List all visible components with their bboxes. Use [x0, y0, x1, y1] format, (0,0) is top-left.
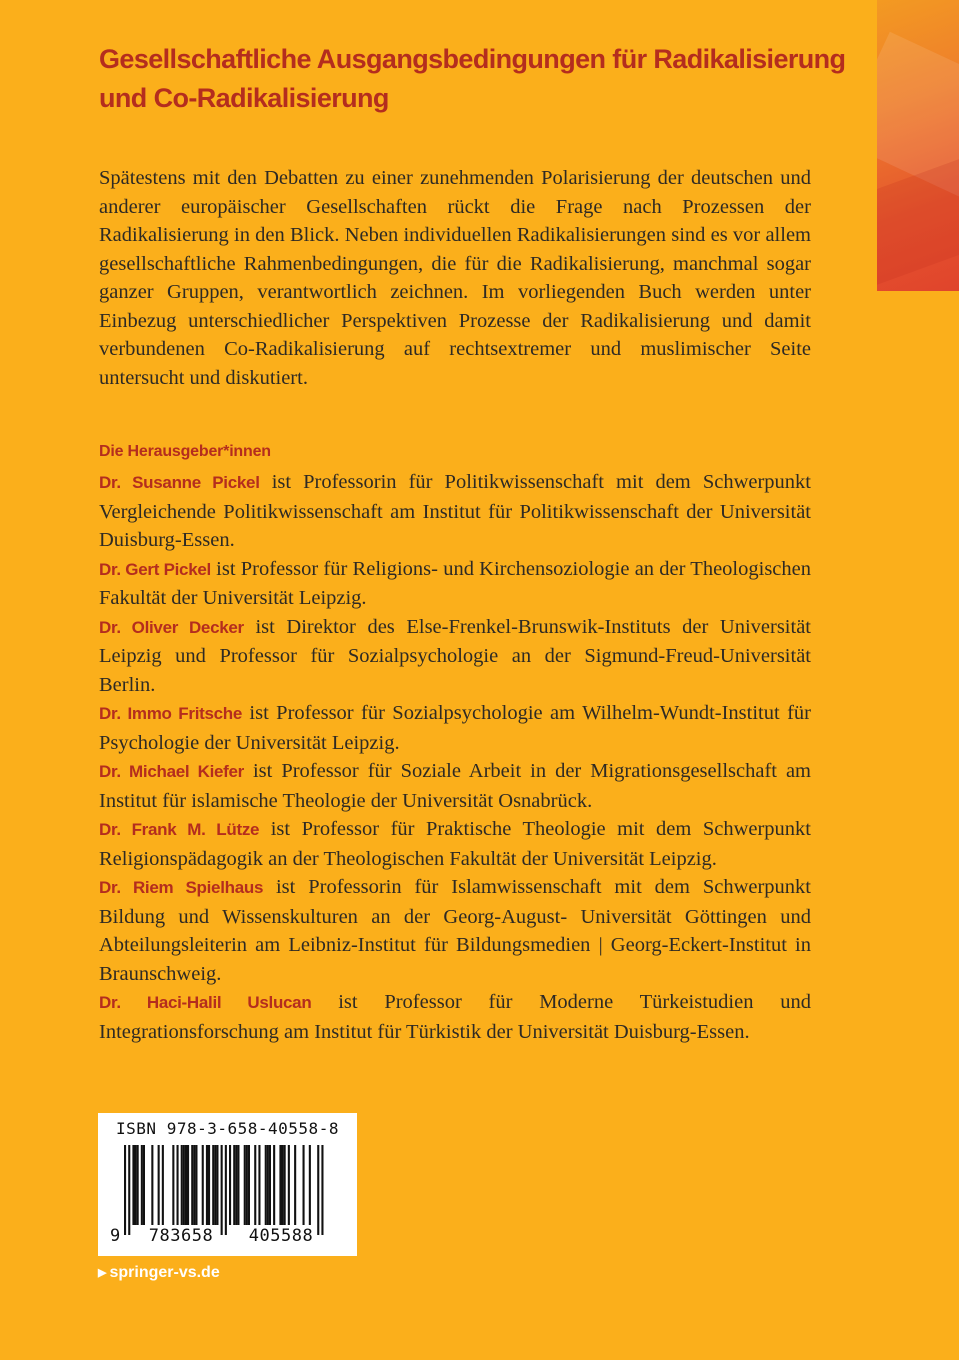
book-blurb: Spätestens mit den Debatten zu einer zunehmenden Polarisierung der deutschen und anderer europäischer Gesellschaften rückt die Frage nach Prozessen der Radikalisierung in den Blick. Neben individuellen Radikalisierungen sind es vor allem gesellschaftliche Rahmenbedingungen, die für die Radikalisierung, manchmal sogar ganzer Gruppen, verantwortlich zeichnen. Im vorliegenden Buch werden unter Einbezug unterschiedlicher Perspektiven Prozesse der Radikalisierung und damit verbundenen Co-Radikalisierung auf rechtsextremer und muslimischer Seite untersucht und diskutiert. [99, 167, 811, 389]
barcode-bar [193, 1145, 195, 1225]
barcode-bar [141, 1145, 143, 1225]
editor-name: Dr. Oliver Decker [99, 617, 244, 637]
editor-name: Dr. Michael Kiefer [99, 762, 244, 781]
editor-entry [99, 613, 811, 700]
book-title-line-1: Gesellschaftliche Ausgangsbedingungen für Radikalisierung [99, 44, 846, 74]
barcode-bar [151, 1145, 153, 1225]
barcode-bar [229, 1145, 231, 1225]
editors-list [99, 468, 811, 1046]
editor-bio: ist Direktor des Else-Frenkel-Brunswik-Instituts der Universität Leipzig und Professor für Sozialpsychologie an der Sigmund-Freud-Universität Berlin. [99, 615, 811, 696]
barcode-bar [137, 1145, 139, 1225]
editor-name: Dr. Gert Pickel [99, 559, 211, 579]
barcode-bar [158, 1145, 160, 1225]
editor-name: Dr. Frank M. Lütze [99, 820, 260, 839]
barcode-bar [237, 1145, 239, 1225]
barcode-bar [214, 1145, 216, 1225]
barcode-bar [269, 1145, 271, 1225]
barcode-bar [235, 1145, 237, 1225]
triangle-right-icon: ▶ [98, 1267, 107, 1279]
barcode-bar [282, 1145, 284, 1225]
barcode-bar [273, 1145, 275, 1225]
editor-entry [99, 468, 811, 555]
editor-bio: ist Professorin für Politikwissenschaft mit dem Schwerpunkt Vergleichende Politikwissenschaft am Institut für Politikwissenschaft der Universität Duisburg-Essen. [99, 471, 811, 551]
barcode-bar [172, 1145, 174, 1225]
barcode-bar [309, 1145, 311, 1225]
editor-name: Dr. Susanne Pickel [99, 473, 260, 492]
barcode-bar [279, 1145, 281, 1225]
editor-bio: ist Professor für Moderne Türkeistudien und Integrationsforschung am Institut für Türkistik der Universität Duisburg-Essen. [99, 991, 811, 1043]
barcode-bar [135, 1145, 137, 1225]
barcode-bar [195, 1145, 197, 1225]
editor-entry [99, 815, 811, 873]
barcode-bar [183, 1145, 185, 1225]
barcode-bar [206, 1145, 208, 1225]
barcode-bar [321, 1145, 323, 1235]
barcode-bar [244, 1145, 246, 1225]
barcode-bar [208, 1145, 210, 1225]
barcode-bar [216, 1145, 218, 1225]
ean-first-digit: 9 [110, 1226, 121, 1246]
barcode-bar [294, 1145, 296, 1225]
barcode-bar [246, 1145, 248, 1225]
editor-bio: ist Professor für Sozialpsychologie am Wilhelm-Wundt-Institut für Psychologie der Universität Leipzig. [99, 702, 811, 754]
editor-name: Dr. Immo Fritsche [99, 704, 243, 723]
isbn-label: ISBN 978-3-658-40558-8 [116, 1119, 339, 1138]
editor-name: Dr. Haci-Halil Uslucan [99, 993, 312, 1012]
barcode-bar [267, 1145, 269, 1225]
barcode-bar [132, 1145, 134, 1225]
book-title-line-2: und Co-Radikalisierung [99, 83, 389, 113]
ean-right-digits: 405588 [248, 1226, 314, 1246]
editor-entry [99, 757, 811, 815]
barcode-bar [254, 1145, 256, 1225]
editor-name: Dr. Riem Spielhaus [99, 878, 264, 897]
corner-gradient-decoration [877, 0, 959, 291]
barcode-bar [248, 1145, 250, 1225]
isbn-barcode [98, 1113, 357, 1256]
barcode-bar [284, 1145, 286, 1225]
barcode-bar [185, 1145, 187, 1225]
barcode-bar [124, 1145, 126, 1235]
barcode-bar [162, 1145, 164, 1225]
barcode-bar [187, 1145, 189, 1225]
barcode-bar [225, 1145, 227, 1235]
book-title [99, 40, 846, 118]
barcode-bar [177, 1145, 179, 1225]
editor-entry [99, 873, 811, 988]
barcode-bar [258, 1145, 260, 1225]
editor-bio: ist Professor für Soziale Arbeit in der Migrationsgesellschaft am Institut für islamische Theologie der Universität Osnabrück. [99, 760, 811, 812]
publisher-url: springer-vs.de [109, 1264, 220, 1281]
barcode-bar [317, 1145, 319, 1235]
editor-bio: ist Professor für Religions- und Kirchensoziologie an der Theologischen Fakultät der Universität Leipzig. [99, 557, 811, 609]
barcode-bar [143, 1145, 145, 1225]
editor-entry [99, 988, 811, 1046]
ean-left-digits: 783658 [148, 1226, 214, 1246]
editor-entry [99, 555, 811, 613]
editor-bio: ist Professor für Praktische Theologie mit dem Schwerpunkt Religionspädagogik an der Theologischen Fakultät der Universität Leipzig. [99, 818, 811, 870]
barcode-bars [124, 1145, 334, 1235]
barcode-bar [221, 1145, 223, 1235]
barcode-bar [181, 1145, 183, 1225]
barcode-bar [288, 1145, 290, 1225]
editors-heading: Die Herausgeber*innen [99, 443, 271, 460]
barcode-bar [233, 1145, 235, 1225]
publisher-link[interactable] [98, 1262, 220, 1284]
barcode-bar [212, 1145, 214, 1225]
barcode-bar [128, 1145, 130, 1235]
barcode-bar [191, 1145, 193, 1225]
editor-entry [99, 699, 811, 757]
barcode-bar [202, 1145, 204, 1225]
editor-bio: ist Professorin für Islamwissenschaft mit dem Schwerpunkt Bildung und Wissenskulturen an der Georg-August- Universität Göttingen und Abteilungsleiterin am Leibniz-Institut für Bildungsmedien | Georg-Eckert-Institut in Braunschweig. [99, 876, 811, 985]
barcode-bar [265, 1145, 267, 1225]
barcode-bar [303, 1145, 305, 1225]
